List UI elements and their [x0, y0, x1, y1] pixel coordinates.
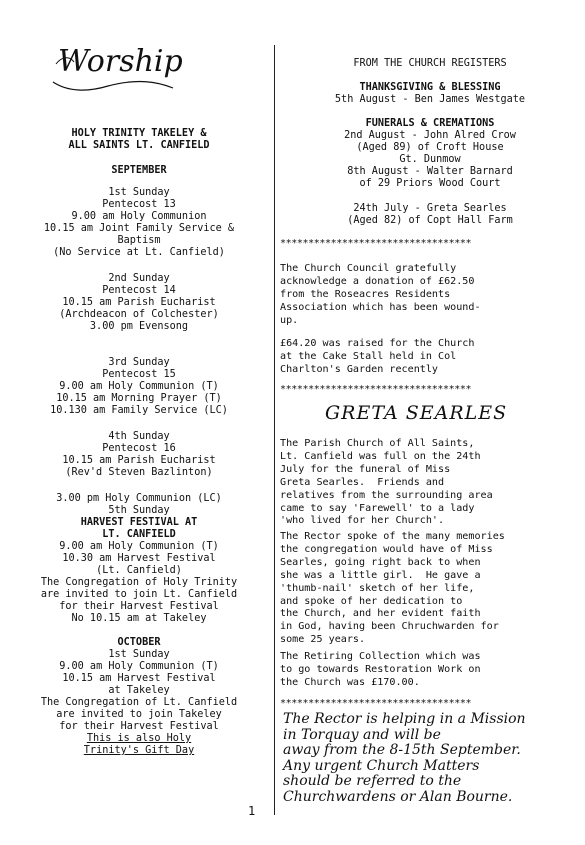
service-line: 10.15 am Joint Family Service & — [43, 223, 235, 234]
service-line: 10.15 am Parish Eucharist — [62, 297, 216, 308]
service-line: for their Harvest Festival — [59, 721, 219, 732]
thanksgiving-entry: 5th August - Ben James Westgate — [334, 94, 526, 105]
greta-searles-heading: GRETA SEARLES — [325, 402, 508, 424]
funeral-entry: 2nd August - John Alred Crow — [344, 130, 516, 141]
service-line: at Takeley — [108, 685, 170, 696]
service-line: 9.00 am Holy Communion (T) — [59, 661, 219, 672]
month-october: OCTOBER — [117, 637, 161, 648]
worship-logo: Worship — [58, 44, 183, 79]
service-line: (Lt. Canfield) — [96, 565, 182, 576]
parish-heading-2: ALL SAINTS LT. CANFIELD — [68, 140, 210, 151]
service-line: The Congregation of Holy Trinity — [40, 577, 238, 588]
service-line: 1st Sunday — [108, 649, 170, 660]
service-line: 1st Sunday — [108, 187, 170, 198]
handwritten-note: The Rector is helping in a Mission in Torquay and will be away from the 8-15th September. Any urgent Church Matters should be referred to the Churchwardens or Alan Bourne. — [283, 711, 526, 805]
service-line: 3.00 pm Holy Communion (LC) — [56, 493, 222, 504]
star-divider: ********************************** — [280, 698, 472, 709]
council-notice: The Church Council gratefully acknowledge a donation of £62.50 from the Roseacres Residents Association which has been wound- up. — [280, 263, 481, 326]
funerals-title: FUNERALS & CREMATIONS — [365, 118, 495, 129]
gift-day-line: This is also Holy — [86, 733, 192, 744]
funeral-entry: 24th July - Greta Searles — [353, 203, 507, 214]
service-line: HARVEST FESTIVAL AT — [80, 517, 198, 528]
service-line: 9.00 am Holy Communion (T) — [59, 381, 219, 392]
thanksgiving-title: THANKSGIVING & BLESSING — [359, 82, 501, 93]
gift-day-line: Trinity's Gift Day — [83, 745, 195, 756]
parish-heading-1: HOLY TRINITY TAKELEY & — [71, 128, 207, 139]
greta-paragraph-2: The Rector spoke of the many memories the congregation would have of Miss Searles, going right back to when she was a little girl. He gave a 'thumb-nail' sketch of her life, and spoke of her dedication to the Church, and her evident faith in God, having been Chruchwarden for some 25 years. — [280, 531, 505, 646]
service-line: LT. CANFIELD — [102, 529, 176, 540]
logo-flourish-icon — [48, 52, 178, 92]
service-line: Pentecost 16 — [102, 443, 176, 454]
service-line: The Congregation of Lt. Canfield — [40, 697, 238, 708]
service-line: are invited to join Takeley — [56, 709, 222, 720]
funeral-entry: (Aged 89) of Croft House — [356, 142, 504, 153]
service-line: for their Harvest Festival — [59, 601, 219, 612]
service-line: 2nd Sunday — [108, 273, 170, 284]
service-line: 10.130 am Family Service (LC) — [50, 405, 228, 416]
service-line: 9.00 am Holy Communion — [71, 211, 207, 222]
service-line: 10.15 am Morning Prayer (T) — [56, 393, 222, 404]
service-line: Pentecost 13 — [102, 199, 176, 210]
month-september: SEPTEMBER — [111, 165, 167, 176]
service-line: 4th Sunday — [108, 431, 170, 442]
star-divider: ********************************** — [280, 384, 472, 395]
funeral-entry: of 29 Priors Wood Court — [359, 178, 501, 189]
service-line: 3.00 pm Evensong — [89, 321, 189, 332]
funeral-entry: Gt. Dunmow — [399, 154, 461, 165]
registers-title: FROM THE CHURCH REGISTERS — [353, 58, 507, 69]
funeral-entry: (Aged 82) of Copt Hall Farm — [347, 215, 513, 226]
cake-stall-notice: £64.20 was raised for the Church at the Cake Stall held in Col Charlton's Garden recently — [280, 338, 475, 375]
page-number: 1 — [248, 804, 256, 818]
service-line: (Archdeacon of Colchester) — [59, 309, 219, 320]
service-line: (Rev'd Steven Bazlinton) — [65, 467, 213, 478]
service-line: 10.15 am Parish Eucharist — [62, 455, 216, 466]
service-line: are invited to join Lt. Canfield — [40, 589, 238, 600]
column-divider — [274, 45, 275, 815]
service-line: (No Service at Lt. Canfield) — [53, 247, 225, 258]
greta-paragraph-1: The Parish Church of All Saints, Lt. Canfield was full on the 24th July for the funeral of Miss Greta Searles. Friends and relatives from the surrounding area came to say 'Farewell' to a lady 'who lived for her Church'. — [280, 438, 493, 527]
service-line: 10.30 am Harvest Festival — [62, 553, 216, 564]
service-line: 9.00 am Holy Communion (T) — [59, 541, 219, 552]
service-line: Pentecost 14 — [102, 285, 176, 296]
service-line: Pentecost 15 — [102, 369, 176, 380]
retiring-collection: The Retiring Collection which was to go towards Restoration Work on the Church was £170.00. — [280, 651, 481, 688]
funeral-entry: 8th August - Walter Barnard — [347, 166, 513, 177]
service-line: 5th Sunday — [108, 505, 170, 516]
service-line: Baptism — [117, 235, 161, 246]
service-line: No 10.15 am at Takeley — [71, 613, 207, 624]
service-line: 10.15 am Harvest Festival — [62, 673, 216, 684]
service-line: 3rd Sunday — [108, 357, 170, 368]
star-divider: ********************************** — [280, 238, 472, 249]
